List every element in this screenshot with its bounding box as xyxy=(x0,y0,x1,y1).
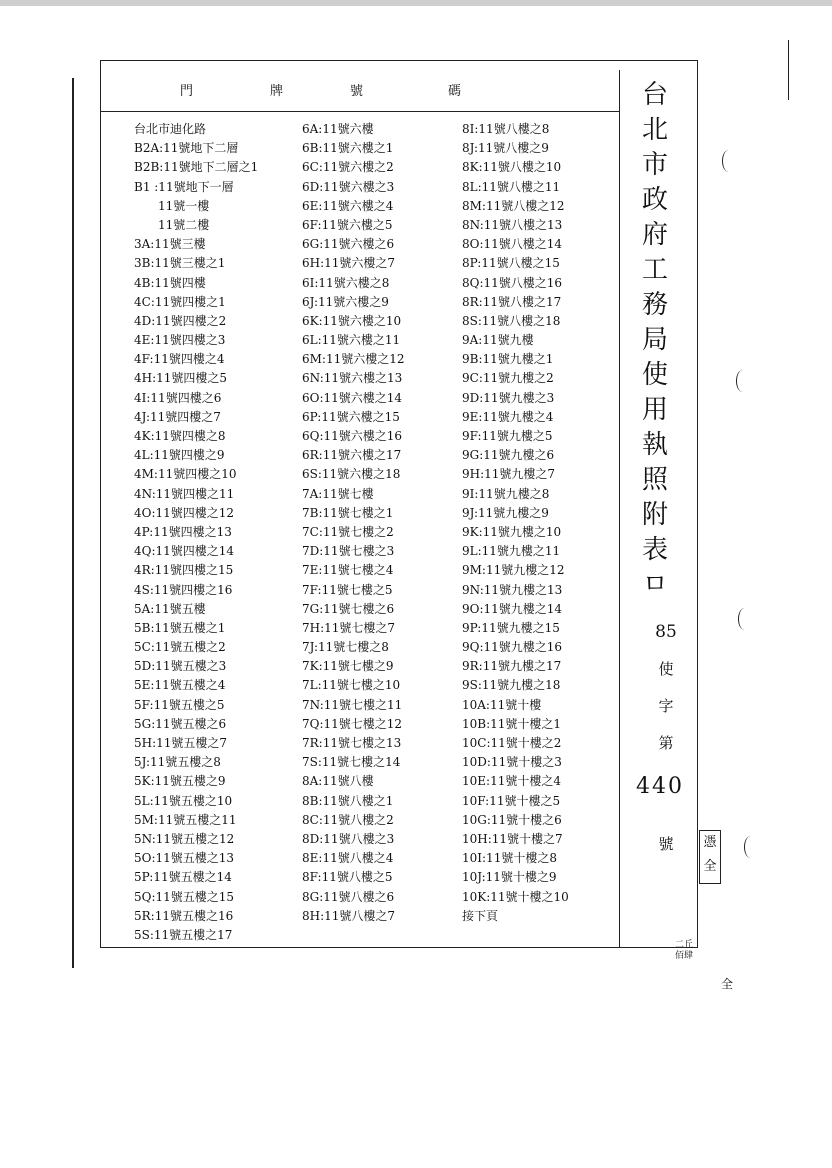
address-entry: 6D:11號六樓之3 xyxy=(302,179,395,194)
address-entry: 7N:11號七樓之11 xyxy=(302,697,403,712)
address-entry: 4D:11號四樓之2 xyxy=(134,313,227,328)
address-entry: 5Q:11號五樓之15 xyxy=(134,889,235,904)
address-entry: 9D:11號九樓之3 xyxy=(462,390,555,405)
address-entry: 6I:11號六樓之8 xyxy=(302,275,390,290)
address-entry: 5J:11號五樓之8 xyxy=(134,755,221,770)
address-entry: 3A:11號三樓 xyxy=(134,237,206,252)
address-entry: 8L:11號八樓之11 xyxy=(462,179,561,194)
address-entry: 11號二樓 xyxy=(134,217,210,232)
address-entry: 4O:11號四樓之12 xyxy=(134,505,235,520)
address-entry: 6C:11號六樓之2 xyxy=(302,160,394,175)
address-entry: 6K:11號六樓之10 xyxy=(302,313,402,328)
address-entry: B2B:11號地下二層之1 xyxy=(134,160,259,175)
permit-suffix: 號 xyxy=(658,835,674,853)
address-entry: 8O:11號八樓之14 xyxy=(462,237,563,252)
address-entry: 9C:11號九樓之2 xyxy=(462,371,554,386)
address-entry: 4H:11號四樓之5 xyxy=(134,371,228,386)
right-margin-line xyxy=(788,40,789,100)
title-char: 台 xyxy=(641,80,668,110)
address-entry: 7R:11號七樓之13 xyxy=(302,736,402,750)
address-entry: 5E:11號五樓之4 xyxy=(134,678,226,693)
address-entry: 7F:11號七樓之5 xyxy=(302,582,393,597)
permit-number-block xyxy=(636,622,686,870)
address-entry: 7C:11號七樓之2 xyxy=(302,524,394,539)
address-entry: 4B:11號四樓 xyxy=(134,275,206,290)
permit-number: 440 xyxy=(636,774,684,799)
address-column-1 xyxy=(134,120,304,945)
address-entry: 10E:11號十樓之4 xyxy=(462,774,561,789)
address-entry: 4S:11號四樓之16 xyxy=(134,582,233,597)
address-entry: 9M:11號九樓之12 xyxy=(462,563,565,578)
title-char: 使 xyxy=(641,360,668,390)
address-entry: 6B:11號六樓之1 xyxy=(302,141,394,156)
address-column-3 xyxy=(462,120,632,926)
address-entry: 7D:11號七樓之3 xyxy=(302,544,395,559)
address-entry: 8S:11號八樓之18 xyxy=(462,313,561,328)
address-entry: 10C:11號十樓之2 xyxy=(462,736,562,750)
address-entry: 8A:11號八樓 xyxy=(302,774,374,789)
address-entry: 10F:11號十樓之5 xyxy=(462,793,561,808)
address-entry: 6R:11號六樓之17 xyxy=(302,448,402,463)
address-entry: 5N:11號五樓之12 xyxy=(134,831,235,846)
title-char: 局 xyxy=(641,325,668,355)
address-entry: B1 :11號地下一層 xyxy=(134,179,234,194)
address-entry: 9L:11號九樓之11 xyxy=(462,544,561,559)
permit-char: 字 xyxy=(658,697,674,715)
address-entry: 4I:11號四樓之6 xyxy=(134,390,222,405)
address-entry: 6M:11號六樓之12 xyxy=(302,352,405,367)
address-entry: 9J:11號九樓之9 xyxy=(462,505,549,520)
address-entry: 台北市迪化路 xyxy=(134,122,207,136)
address-entry: 9S:11號九樓之18 xyxy=(462,678,561,693)
address-entry: 4Q:11號四樓之14 xyxy=(134,544,235,559)
permit-char: 第 xyxy=(658,734,674,752)
header-char: 牌 xyxy=(270,84,285,99)
address-entry: 7J:11號七樓之8 xyxy=(302,640,389,655)
address-entry: 9K:11號九樓之10 xyxy=(462,524,562,539)
address-entry: 5S:11號五樓之17 xyxy=(134,927,233,942)
header-char: 碼 xyxy=(448,84,463,99)
address-entry: 4L:11號四樓之9 xyxy=(134,448,225,463)
address-entry: 7E:11號七樓之4 xyxy=(302,563,394,578)
address-entry: 8K:11號八樓之10 xyxy=(462,160,562,175)
address-entry: 5R:11號五樓之16 xyxy=(134,908,234,923)
address-entry: 4C:11號四樓之1 xyxy=(134,294,226,309)
address-entry: 6A:11號六樓 xyxy=(302,122,374,136)
address-entry: 5K:11號五樓之9 xyxy=(134,774,226,789)
address-entry: 5D:11號五樓之3 xyxy=(134,659,227,674)
address-entry: 9Q:11號九樓之16 xyxy=(462,640,563,655)
address-entry: 5F:11號五樓之5 xyxy=(134,697,225,712)
address-entry: 9R:11號九樓之17 xyxy=(462,659,562,674)
address-entry: 9B:11號九樓之1 xyxy=(462,352,554,367)
address-entry: 9H:11號九樓之7 xyxy=(462,467,556,482)
title-char: ㅁ xyxy=(642,570,668,600)
address-entry: 9A:11號九樓 xyxy=(462,333,534,348)
address-entry: 9N:11號九樓之13 xyxy=(462,582,563,597)
address-entry: 6Q:11號六樓之16 xyxy=(302,429,403,443)
address-entry: 4J:11號四樓之7 xyxy=(134,409,221,424)
address-entry: 4P:11號四樓之13 xyxy=(134,524,232,539)
address-entry: 10B:11號十樓之1 xyxy=(462,716,562,731)
seal-stamp: 憑全 xyxy=(699,830,721,884)
address-entry: 5L:11號五樓之10 xyxy=(134,793,233,808)
title-char: 附 xyxy=(641,500,668,530)
address-entry: 8Q:11號八樓之16 xyxy=(462,275,563,290)
address-entry: 7B:11號七樓之1 xyxy=(302,505,394,520)
permit-year: 85 xyxy=(655,622,677,642)
document-title xyxy=(630,78,680,603)
address-entry: 6P:11號六樓之15 xyxy=(302,409,400,424)
address-entry: 8F:11號八樓之5 xyxy=(302,870,393,885)
address-entry: 5G:11號五樓之6 xyxy=(134,716,227,731)
address-entry: 8R:11號八樓之17 xyxy=(462,294,562,309)
title-char: 用 xyxy=(641,395,668,425)
address-entry: 8C:11號八樓之2 xyxy=(302,812,394,827)
address-entry: 5P:11號五樓之14 xyxy=(134,870,232,885)
address-entry: 11號一樓 xyxy=(134,198,210,213)
address-entry: 5M:11號五樓之11 xyxy=(134,812,237,827)
address-entry: 6G:11號六樓之6 xyxy=(302,237,395,252)
side-note: 二丘佰肆 xyxy=(674,940,693,961)
address-entry: 9O:11號九樓之14 xyxy=(462,601,563,616)
address-entry: 8M:11號八樓之12 xyxy=(462,198,565,213)
address-entry: 8J:11號八樓之9 xyxy=(462,141,549,156)
address-column-2 xyxy=(302,120,472,926)
scan-edge-noise xyxy=(0,0,832,6)
title-char: 北 xyxy=(641,115,668,145)
address-entry: 10A:11號十樓 xyxy=(462,697,542,712)
address-entry: 8N:11號八樓之13 xyxy=(462,217,563,232)
binding-mark xyxy=(722,150,735,172)
address-entry: 6N:11號六樓之13 xyxy=(302,371,403,386)
title-char: 執 xyxy=(641,430,668,460)
address-entry: B2A:11號地下二層 xyxy=(134,141,239,156)
address-entry: 5A:11號五樓 xyxy=(134,601,206,616)
address-entry: 3B:11號三樓之1 xyxy=(134,256,226,271)
address-entry: 7S:11號七樓之14 xyxy=(302,755,401,770)
address-entry: 4F:11號四樓之4 xyxy=(134,352,225,367)
address-entry: 5C:11號五樓之2 xyxy=(134,640,226,655)
title-char: 照 xyxy=(641,465,668,495)
address-entry: 7L:11號七樓之10 xyxy=(302,678,401,693)
address-entry: 7K:11號七樓之9 xyxy=(302,659,394,674)
header-char: 門 xyxy=(180,84,195,99)
address-entry: 5H:11號五樓之7 xyxy=(134,736,228,750)
title-char: 市 xyxy=(641,150,668,180)
address-entry: 7G:11號七樓之6 xyxy=(302,601,395,616)
title-char: 府 xyxy=(641,220,668,250)
address-entry: 5B:11號五樓之1 xyxy=(134,620,226,635)
address-entry: 10D:11號十樓之3 xyxy=(462,755,562,770)
binding-mark xyxy=(744,836,757,858)
address-entry: 8H:11號八樓之7 xyxy=(302,908,396,923)
address-entry: 10H:11號十樓之7 xyxy=(462,831,563,846)
address-entry: 7H:11號七樓之7 xyxy=(302,620,396,635)
left-margin-line xyxy=(72,78,74,968)
address-entry: 6S:11號六樓之18 xyxy=(302,467,401,482)
address-entry: 6L:11號六樓之11 xyxy=(302,333,401,348)
address-entry: 8P:11號八樓之15 xyxy=(462,256,560,271)
corner-stamp: 全 xyxy=(720,977,733,991)
address-entry: 8D:11號八樓之3 xyxy=(302,831,395,846)
title-char: 工 xyxy=(641,255,668,285)
address-entry: 4M:11號四樓之10 xyxy=(134,467,237,482)
address-entry: 4K:11號四樓之8 xyxy=(134,429,226,443)
address-entry: 接下頁 xyxy=(462,908,499,923)
address-entry: 9P:11號九樓之15 xyxy=(462,620,560,635)
address-entry: 10G:11號十樓之6 xyxy=(462,812,562,827)
address-entry: 7A:11號七樓 xyxy=(302,486,374,501)
address-entry: 6O:11號六樓之14 xyxy=(302,390,403,405)
header-char: 號 xyxy=(350,84,365,99)
address-entry: 8I:11號八樓之8 xyxy=(462,122,550,136)
address-entry: 6H:11號六樓之7 xyxy=(302,256,396,271)
address-entry: 4N:11號四樓之11 xyxy=(134,486,235,501)
address-entry: 9I:11號九樓之8 xyxy=(462,486,550,501)
binding-mark xyxy=(738,608,751,630)
title-char: 務 xyxy=(641,290,668,320)
address-entry: 8G:11號八樓之6 xyxy=(302,889,395,904)
binding-mark xyxy=(736,370,749,392)
address-entry: 10K:11號十樓之10 xyxy=(462,889,569,904)
address-entry: 9G:11號九樓之6 xyxy=(462,448,555,463)
address-entry: 5O:11號五樓之13 xyxy=(134,851,235,866)
address-entry: 9F:11號九樓之5 xyxy=(462,429,553,443)
address-entry: 4E:11號四樓之3 xyxy=(134,333,226,348)
title-char: 政 xyxy=(641,185,668,215)
address-entry: 7Q:11號七樓之12 xyxy=(302,716,403,731)
title-char: 表 xyxy=(641,535,668,565)
address-entry: 4R:11號四樓之15 xyxy=(134,563,234,578)
address-entry: 6J:11號六樓之9 xyxy=(302,294,389,309)
address-entry: 8E:11號八樓之4 xyxy=(302,851,394,866)
address-entry: 10I:11號十樓之8 xyxy=(462,851,557,866)
address-entry: 8B:11號八樓之1 xyxy=(302,793,394,808)
address-entry: 9E:11號九樓之4 xyxy=(462,409,554,424)
address-entry: 10J:11號十樓之9 xyxy=(462,870,557,885)
permit-char: 使 xyxy=(658,660,674,678)
address-entry: 6E:11號六樓之4 xyxy=(302,198,394,213)
address-entry: 6F:11號六樓之5 xyxy=(302,217,393,232)
